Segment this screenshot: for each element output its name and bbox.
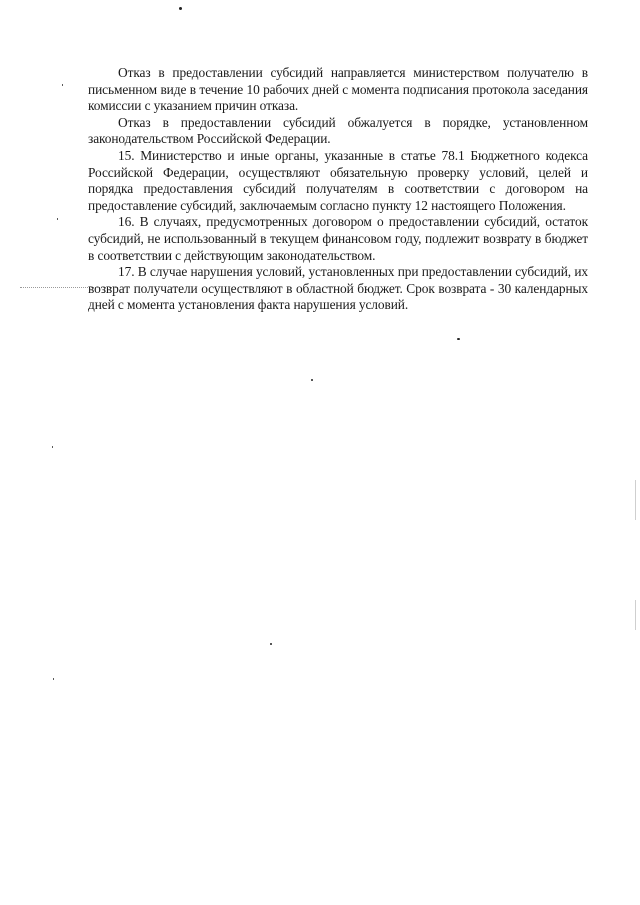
paragraph-item-17: 17. В случае нарушения условий, установленных при предоставлении субсидий, их возврат получатели осуществляют в областной бюджет. Срок возврата - 30 календарных дней с момента установления факта нарушения условий. [88,264,588,313]
scan-speck [311,379,313,381]
paragraph-item-16: 16. В случаях, предусмотренных договором о предоставлении субсидий, остаток субсидий, не использованный в текущем финансовом году, подлежит возврату в бюджет в соответствии с действующим законодательством. [88,214,588,263]
scan-speck [179,7,182,10]
paragraph-refusal-appeal: Отказ в предоставлении субсидий обжалуется в порядке, установленном законодательством Российской Федерации. [88,114,588,147]
scan-speck [53,678,54,680]
scan-speck [270,643,272,645]
scan-speck [57,218,58,220]
scan-edge-mark [635,480,636,520]
scan-speck [62,84,63,86]
paragraph-refusal-notice: Отказ в предоставлении субсидий направляется министерством получателю в письменном виде в течение 10 рабочих дней с момента подписания протокола заседания комиссии с указанием причин отказа. [88,65,588,114]
document-body [88,65,588,314]
scan-speck [52,446,53,448]
paragraph-item-15: 15. Министерство и иные органы, указанные в статье 78.1 Бюджетного кодекса Российской Федерации, осуществляют обязательную проверку условий, целей и порядка предоставления субсидий получателям в соответствии с договором на предоставление субсидий, заключаемым согласно пункту 12 настоящего Положения. [88,147,588,213]
scan-edge-mark [635,600,636,630]
scan-speck [457,338,460,340]
